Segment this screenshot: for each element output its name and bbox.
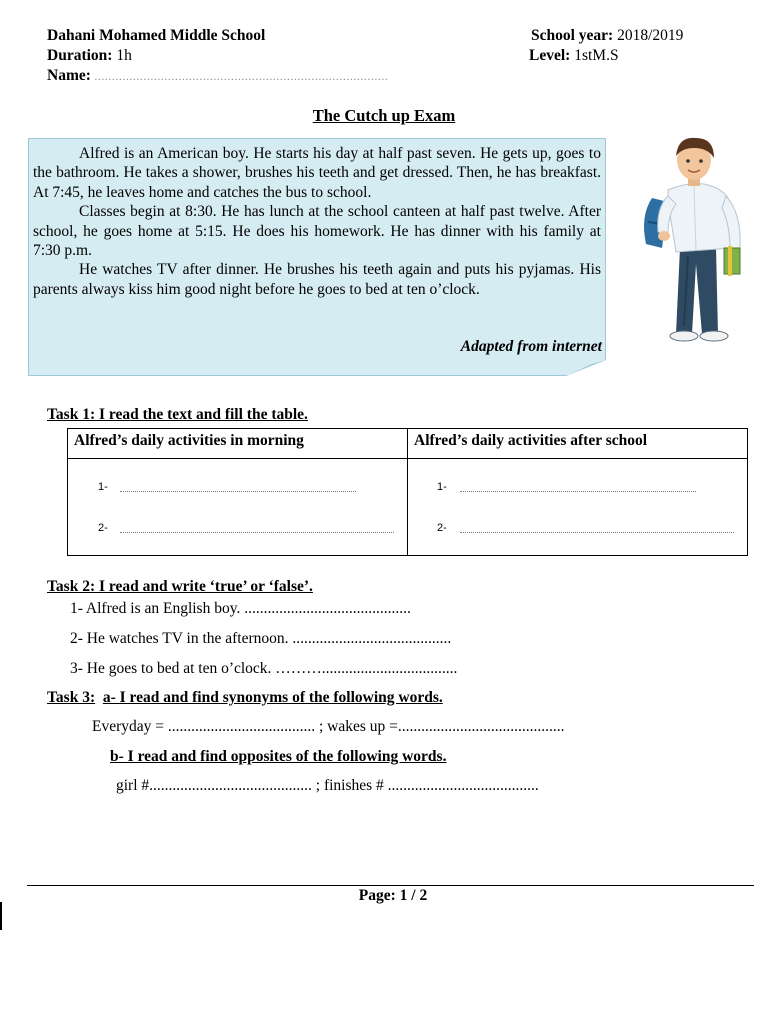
morning-answer-2[interactable] <box>120 532 394 533</box>
paragraph-3: He watches TV after dinner. He brushes his teeth again and puts his pyjamas. His parents always kiss him good night before he goes to bed at ten o’clock. <box>33 261 601 298</box>
true-false-item-1[interactable]: 1- Alfred is an English boy. ........................................... <box>70 600 411 617</box>
opposites-line[interactable]: girl #.......................................... ; finishes # ....................................... <box>116 777 539 794</box>
page-fold-icon <box>566 360 606 376</box>
morning-item-2-number: 2- <box>98 522 108 534</box>
task2-heading: Task 2: I read and write ‘true’ or ‘false’. <box>47 578 313 595</box>
after-item-1-number: 1- <box>437 481 447 493</box>
duration-value: 1h <box>112 47 132 64</box>
reading-passage <box>33 144 601 299</box>
duration-label: Duration: <box>47 47 113 64</box>
task3-part-b: b- I read and find opposites of the following words. <box>110 748 447 765</box>
synonyms-line[interactable]: Everyday = ...................................... ; wakes up =........................................... <box>92 718 565 735</box>
activities-table <box>67 428 748 556</box>
task3-part-a: a- I read and find synonyms of the following words. <box>102 689 443 706</box>
school-name: Dahani Mohamed Middle School <box>47 27 266 44</box>
morning-answer-1[interactable] <box>120 491 356 492</box>
col-after-school-header: Alfred’s daily activities after school <box>414 432 648 449</box>
task3-heading <box>47 689 443 707</box>
margin-mark <box>0 902 2 930</box>
true-false-item-3[interactable]: 3- He goes to bed at ten o’clock. ………................................... <box>70 660 458 677</box>
task3-label: Task 3: <box>47 689 96 706</box>
school-year-value: 2018/2019 <box>613 27 684 44</box>
exam-title: The Cutch up Exam <box>312 106 456 125</box>
level-value: 1stM.S <box>570 47 619 64</box>
name-field[interactable]: .................................................................................... <box>90 69 389 83</box>
true-false-item-2[interactable]: 2- He watches TV in the afternoon. ......................................... <box>70 630 452 647</box>
footer-divider <box>27 885 754 886</box>
after-item-2-number: 2- <box>437 522 447 534</box>
schoolboy-illustration <box>628 136 760 346</box>
after-answer-2[interactable] <box>460 532 734 533</box>
level-label: Level: <box>529 47 571 64</box>
paragraph-1: Alfred is an American boy. He starts his day at half past seven. He gets up, goes to the bathroom. He takes a shower, brushes his teeth and get dressed. Then, he has breakfast. At 7:45, he leaves home and catches the bus to school. <box>33 145 601 201</box>
name-line <box>47 66 388 86</box>
paragraph-2: Classes begin at 8:30. He has lunch at the school canteen at half past twelve. After school, he goes home at 5:15. He does his homework. He has dinner with his family at 7:30 p.m. <box>33 203 601 260</box>
page-number: Page: 1 / 2 <box>358 887 428 904</box>
school-year <box>531 26 683 46</box>
col-morning-header: Alfred’s daily activities in morning <box>74 432 304 449</box>
level <box>529 46 619 66</box>
duration <box>47 46 132 66</box>
passage-source: Adapted from internet <box>460 338 602 355</box>
morning-item-1-number: 1- <box>98 481 108 493</box>
after-answer-1[interactable] <box>460 491 696 492</box>
name-label: Name: <box>47 67 91 84</box>
school-year-label: School year: <box>531 27 614 44</box>
task1-heading: Task 1: I read the text and fill the table. <box>47 406 308 423</box>
